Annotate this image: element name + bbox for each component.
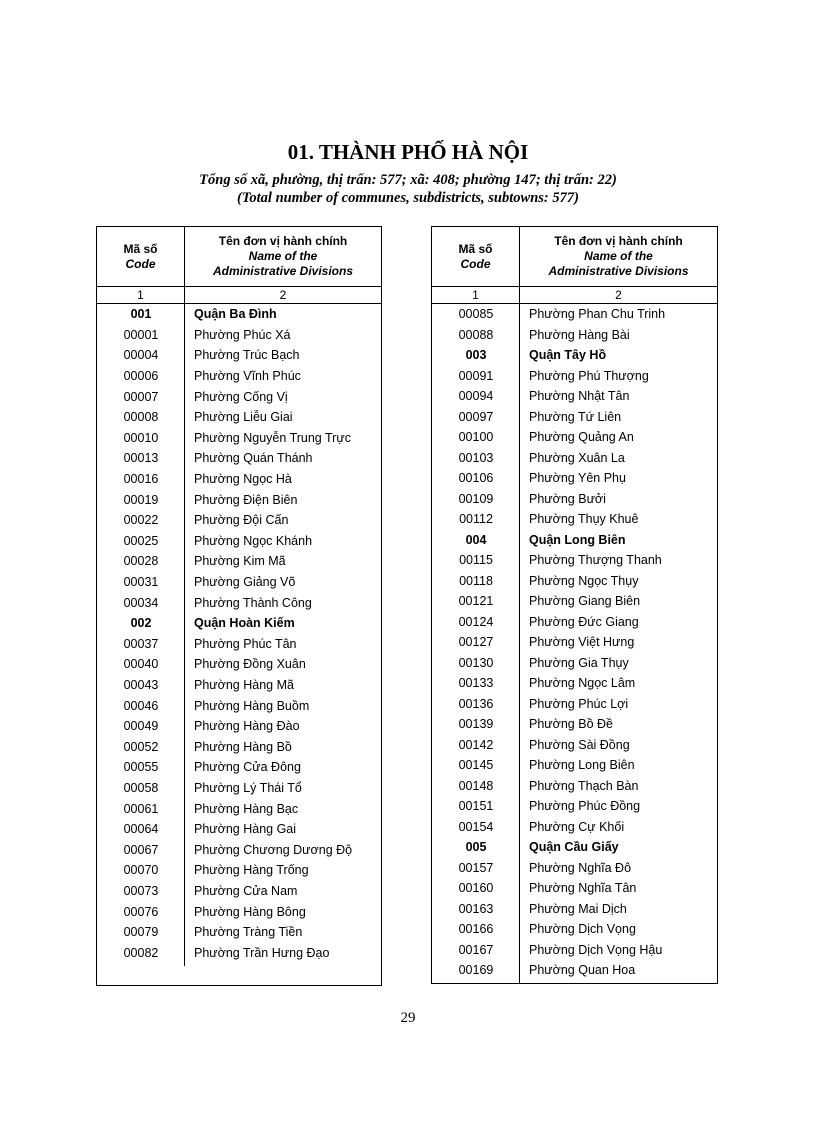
row-code: 00145: [458, 758, 494, 773]
table-row: [432, 591, 717, 612]
table-row: [432, 468, 717, 489]
table-row: [432, 653, 717, 674]
row-code: 00094: [458, 389, 494, 404]
row-name: Phường Nguyễn Trung Trực: [194, 430, 351, 445]
row-name: Phường Ngọc Khánh: [194, 533, 313, 548]
district-row: [432, 837, 717, 858]
table-row: [97, 531, 381, 552]
table-row: [97, 572, 381, 593]
row-name: Phường Cửa Nam: [194, 883, 298, 898]
row-name: Phường Gia Thụy: [529, 655, 629, 670]
row-name: Phường Phúc Lợi: [529, 696, 629, 711]
row-code: 00031: [123, 575, 159, 590]
row-code: 00130: [458, 655, 494, 670]
row-name: Phường Tràng Tiền: [194, 925, 303, 940]
row-name: Phường Phan Chu Trinh: [529, 307, 666, 322]
row-code: 00106: [458, 471, 494, 486]
row-name: Quận Long Biên: [529, 532, 626, 547]
row-code: 00082: [123, 945, 159, 960]
table-row: [432, 509, 717, 530]
row-code: 00037: [123, 636, 159, 651]
row-code: 00052: [123, 739, 159, 754]
table-row: [432, 899, 717, 920]
row-code: 00115: [459, 553, 493, 568]
row-name: Phường Hàng Bồ: [194, 739, 292, 754]
row-code: 00166: [458, 922, 494, 937]
row-code: 00013: [123, 451, 159, 466]
row-name: Phường Quán Thánh: [194, 451, 313, 466]
row-name: Phường Đồng Xuân: [194, 657, 306, 672]
row-name: Phường Cửa Đông: [194, 760, 301, 775]
row-code: 00010: [123, 430, 159, 445]
row-name: Phường Cự Khối: [529, 819, 625, 834]
row-code: 00136: [458, 696, 494, 711]
row-code: 00001: [123, 327, 159, 342]
row-code: 00127: [458, 635, 494, 650]
row-code: 00097: [458, 409, 494, 424]
row-code: 00112: [459, 512, 493, 527]
row-code: 00088: [458, 327, 494, 342]
row-code: 00148: [458, 778, 494, 793]
row-name: Phường Nhật Tân: [529, 389, 630, 404]
table-row: [97, 798, 381, 819]
row-name: Phường Hàng Bông: [194, 904, 306, 919]
table-row: [432, 735, 717, 756]
left-table: [96, 226, 382, 986]
name-header-vi: Tên đơn vị hành chính: [554, 234, 683, 248]
row-name: Phường Phúc Tân: [194, 636, 297, 651]
table-row: [432, 714, 717, 735]
table-row: [432, 427, 717, 448]
row-name: Phường Liễu Giai: [194, 410, 293, 425]
table-header: [97, 227, 381, 287]
table-row: [432, 817, 717, 838]
table-row: [97, 675, 381, 696]
row-code: 00139: [458, 717, 494, 732]
row-code: 00079: [123, 925, 159, 940]
row-code: 00109: [458, 491, 494, 506]
row-code: 00025: [123, 533, 159, 548]
row-code: 00073: [123, 883, 159, 898]
row-name: Phường Chương Dương Độ: [194, 842, 353, 857]
table-row: [97, 654, 381, 675]
row-name: Quận Tây Hồ: [529, 348, 607, 363]
row-name: Phường Trần Hưng Đạo: [194, 945, 330, 960]
table-row: [432, 694, 717, 715]
row-code: 00103: [458, 450, 494, 465]
table-row: [432, 304, 717, 325]
row-code: 00028: [123, 554, 159, 569]
row-code: 00154: [458, 819, 494, 834]
row-name: Phường Yên Phụ: [529, 471, 626, 486]
table-row: [432, 448, 717, 469]
page-number: 29: [400, 1010, 416, 1026]
row-code: 00100: [458, 430, 494, 445]
table-row: [97, 366, 381, 387]
row-name: Phường Giang Biên: [529, 594, 641, 609]
row-code: 00007: [123, 389, 159, 404]
table-row: [97, 778, 381, 799]
row-code: 00091: [458, 368, 494, 383]
row-code: 00016: [123, 472, 159, 487]
row-code: 00004: [123, 348, 159, 363]
table-row: [432, 366, 717, 387]
row-name: Phường Quảng An: [529, 430, 634, 445]
row-name: Phường Thạch Bàn: [529, 778, 639, 793]
table-row: [432, 386, 717, 407]
table-row: [432, 878, 717, 899]
row-name: Phường Trúc Bạch: [194, 348, 300, 363]
code-header-vi: Mã số: [123, 241, 158, 256]
row-name: Phường Hàng Buồm: [194, 698, 310, 713]
table-row: [97, 942, 381, 963]
table-row: [97, 922, 381, 943]
row-name: Phường Thụy Khuê: [529, 512, 639, 527]
row-code: 00085: [458, 307, 494, 322]
row-name: Phường Hàng Trống: [194, 863, 309, 878]
row-code: 004: [465, 532, 487, 547]
row-name: Phường Lý Thái Tổ: [194, 780, 302, 795]
table-row: [432, 796, 717, 817]
subtitle-english: (Total number of communes, subdistricts, subtowns: 577): [237, 190, 579, 206]
row-name: Phường Dịch Vọng: [529, 922, 636, 937]
right-table-body: [432, 304, 717, 981]
row-name: Phường Nghĩa Tân: [529, 881, 637, 896]
code-header-vi: Mã số: [458, 241, 493, 256]
row-code: 00169: [458, 963, 494, 978]
table-row: [97, 510, 381, 531]
row-name: Phường Phúc Xá: [194, 327, 291, 342]
row-name: Phường Hàng Đào: [194, 719, 300, 734]
row-name: Phường Sài Đồng: [529, 737, 630, 752]
table-row: [97, 757, 381, 778]
table-row: [97, 860, 381, 881]
row-code: 00067: [123, 842, 159, 857]
row-code: 00160: [458, 881, 494, 896]
row-name: Phường Kim Mã: [194, 554, 286, 569]
row-name: Phường Quan Hoa: [529, 963, 636, 978]
row-name: Phường Phúc Đồng: [529, 799, 641, 814]
row-code: 00046: [123, 698, 159, 713]
row-code: 005: [465, 840, 487, 855]
row-name: Phường Long Biên: [529, 758, 635, 773]
row-name: Phường Đội Cấn: [194, 513, 289, 528]
row-code: 00142: [458, 737, 494, 752]
row-code: 003: [465, 348, 487, 363]
row-name: Quận Ba Đình: [194, 307, 277, 322]
table-row: [432, 632, 717, 653]
code-column-header: [97, 227, 185, 286]
name-column-header: [185, 227, 381, 286]
row-name: Phường Ngọc Thụy: [529, 573, 639, 588]
table-row: [97, 695, 381, 716]
subtitle-vietnamese: Tổng số xã, phường, thị trấn: 577; xã: 408; phường 147; thị trấn: 22): [199, 172, 617, 188]
table-row: [432, 919, 717, 940]
district-row: [432, 530, 717, 551]
row-name: Phường Thành Công: [194, 595, 312, 610]
table-row: [432, 960, 717, 981]
left-table-body: [97, 304, 381, 963]
row-code: 00055: [123, 760, 159, 775]
column-number-2: 2: [615, 288, 622, 302]
row-code: 00061: [123, 801, 159, 816]
table-row: [97, 901, 381, 922]
name-header-en-1: Name of the: [584, 249, 653, 263]
row-name: Phường Thượng Thanh: [529, 553, 662, 568]
table-row: [432, 407, 717, 428]
row-code: 00070: [123, 863, 159, 878]
row-name: Quận Cầu Giấy: [529, 840, 619, 855]
row-code: 001: [130, 307, 152, 322]
table-row: [97, 736, 381, 757]
row-name: Phường Hàng Mã: [194, 677, 294, 692]
row-code: 00133: [458, 676, 494, 691]
table-row: [432, 776, 717, 797]
table-row: [97, 839, 381, 860]
row-code: 00124: [458, 614, 494, 629]
table-row: [432, 612, 717, 633]
table-row: [97, 634, 381, 655]
row-name: Phường Vĩnh Phúc: [194, 369, 301, 384]
table-row: [432, 940, 717, 961]
name-header-en-2: Administrative Divisions: [212, 264, 354, 278]
row-name: Phường Phú Thượng: [529, 368, 649, 383]
code-header-en: Code: [125, 256, 156, 271]
district-row: [432, 345, 717, 366]
name-header-en-2: Administrative Divisions: [548, 264, 689, 278]
right-table: [431, 226, 718, 984]
row-code: 00076: [123, 904, 159, 919]
table-row: [97, 345, 381, 366]
table-row: [97, 407, 381, 428]
row-code: 00049: [123, 719, 159, 734]
row-code: 002: [130, 616, 152, 631]
column-number-1: 1: [432, 287, 520, 303]
table-row: [97, 489, 381, 510]
row-code: 00008: [123, 410, 159, 425]
table-header: [432, 227, 717, 287]
table-row: [97, 881, 381, 902]
row-name: Phường Giảng Võ: [194, 575, 296, 590]
column-number-row: [97, 287, 381, 304]
row-code: 00151: [458, 799, 494, 814]
table-row: [97, 716, 381, 737]
row-name: Phường Xuân La: [529, 450, 625, 465]
row-name: Phường Ngọc Lâm: [529, 676, 636, 691]
row-code: 00040: [123, 657, 159, 672]
table-row: [97, 469, 381, 490]
page-title: 01. THÀNH PHỐ HÀ NỘI: [287, 140, 529, 164]
code-column-header: [432, 227, 520, 286]
table-row: [432, 489, 717, 510]
table-row: [432, 673, 717, 694]
row-code: 00058: [123, 780, 159, 795]
table-row: [97, 819, 381, 840]
row-name: Phường Mai Dịch: [529, 901, 627, 916]
district-row: [97, 304, 381, 325]
table-row: [97, 592, 381, 613]
row-name: Phường Hàng Bạc: [194, 801, 299, 816]
row-name: Phường Đức Giang: [529, 614, 639, 629]
row-name: Phường Nghĩa Đô: [529, 860, 632, 875]
table-row: [97, 325, 381, 346]
row-name: Phường Điện Biên: [194, 492, 298, 507]
row-name: Phường Bồ Đề: [529, 717, 613, 732]
district-row: [97, 613, 381, 634]
name-header-en-1: Name of the: [248, 249, 318, 263]
table-row: [97, 551, 381, 572]
column-number-row: [432, 287, 717, 304]
name-header-vi: Tên đơn vị hành chính: [218, 234, 348, 248]
row-name: Quận Hoàn Kiếm: [194, 616, 295, 631]
column-number-1: 1: [97, 287, 185, 303]
row-code: 00064: [123, 822, 159, 837]
table-row: [432, 550, 717, 571]
row-name: Phường Cống Vị: [194, 389, 288, 404]
column-number-2: 2: [279, 288, 287, 302]
table-row: [97, 386, 381, 407]
row-code: 00121: [458, 594, 494, 609]
row-name: Phường Việt Hưng: [529, 635, 635, 650]
row-name: Phường Hàng Gai: [194, 822, 297, 837]
table-row: [432, 325, 717, 346]
table-row: [97, 448, 381, 469]
row-name: Phường Ngọc Hà: [194, 472, 292, 487]
row-code: 00006: [123, 369, 159, 384]
table-row: [97, 428, 381, 449]
name-column-header: [520, 227, 717, 286]
table-row: [432, 571, 717, 592]
row-name: Phường Dịch Vọng Hậu: [529, 942, 663, 957]
row-name: Phường Tứ Liên: [529, 409, 622, 424]
row-code: 00034: [123, 595, 159, 610]
row-code: 00157: [458, 860, 494, 875]
row-code: 00167: [458, 942, 494, 957]
row-name: Phường Hàng Bài: [529, 327, 630, 342]
row-code: 00043: [123, 677, 159, 692]
code-header-en: Code: [460, 256, 491, 271]
table-row: [432, 858, 717, 879]
row-name: Phường Bưởi: [529, 491, 606, 506]
row-code: 00019: [123, 492, 159, 507]
row-code: 00118: [459, 573, 493, 588]
table-row: [432, 755, 717, 776]
row-code: 00163: [458, 901, 494, 916]
row-code: 00022: [123, 513, 159, 528]
